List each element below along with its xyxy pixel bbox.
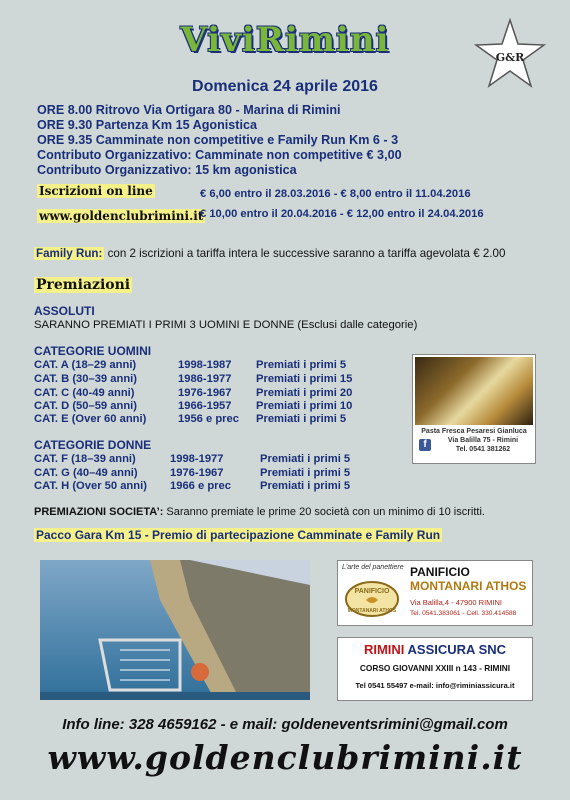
societa-note [34,506,485,518]
category-row [34,400,374,414]
societa-label: PREMIAZIONI SOCIETA’: [34,506,164,518]
societa-text: Saranno premiate le prime 20 società con un minimo di 10 iscritti. [163,506,485,518]
category-row [34,413,374,427]
online-registration-label: Iscrizioni on line [39,184,153,198]
category-row [34,480,374,494]
panificio-tagline: L'arte del panettiere [342,564,404,571]
category-name: CAT. F (18–39 anni) [34,453,136,465]
category-years: 1966 e prec [170,480,231,492]
category-years: 1966-1957 [178,400,232,412]
categorie-uomini-heading: CATEGORIE UOMINI [34,344,152,358]
panificio-address: Via Balilla,4 - 47900 RIMINI [410,598,502,607]
rimini-aerial-photo [40,560,310,700]
program-line: ORE 9.35 Camminate non competitive e Family Run Km 6 - 3 [37,133,399,147]
panificio-name-2: MONTANARI ATHOS [410,579,527,593]
category-row [34,359,374,373]
category-years: 1976-1967 [170,467,224,479]
assicura-contacts: Tel 0541 55497 e-mail: info@riminiassicura.it [355,681,515,690]
pasta-sponsor-address: Via Balilla 75 - Rimini [447,437,519,444]
info-line: Info line: 328 4659162 - e mail: goldeneventsrimini@gmail.com [62,716,508,733]
pacco-gara-text: Pacco Gara Km 15 - Premio di partecipazione Camminate e Family Run [36,528,441,542]
program-line: Contributo Organizzativo: 15 km agonistica [37,163,297,177]
category-row [34,373,374,387]
program-list [37,103,402,178]
category-prize: Premiati i primi 5 [260,453,351,465]
family-run-note [34,247,505,260]
category-prize: Premiati i primi 5 [260,467,351,479]
category-years: 1998-1977 [170,453,224,465]
panificio-logo-bottom: MONTANARI ATHOS [347,608,397,614]
panificio-logo [342,575,402,619]
panificio-name-1: PANIFICIO [410,565,470,579]
assicura-address: CORSO GIOVANNI XXIII n 143 - RIMINI [359,663,511,673]
panificio-phone: Tel. 0541.383061 - Cell. 330.414588 [410,610,517,617]
category-prize: Premiati i primi 10 [256,400,353,412]
assoluti-text: SARANNO PREMIATI I PRIMI 3 UOMINI E DONNE (Esclusi dalle categorie) [34,319,418,331]
program-line: ORE 8.00 Ritrovo Via Ortigara 80 - Marina di Rimini [37,103,341,117]
category-row [34,453,374,467]
fee-line: € 6,00 entro il 28.03.2016 - € 8,00 entro il 11.04.2016 [200,188,471,200]
category-name: CAT. E (Over 60 anni) [34,413,147,425]
pasta-sponsor-phone: Tel. 0541 381262 [455,446,511,453]
website-footer[interactable]: www.goldenclubrimini.it [47,738,523,777]
category-prize: Premiati i primi 5 [260,480,351,492]
category-years: 1976-1967 [178,387,232,399]
pasta-photo [415,357,533,425]
family-run-text: con 2 iscrizioni a tariffa intera le successive saranno a tariffa agevolata € 2.00 [104,247,506,260]
facebook-icon[interactable]: f [419,439,431,451]
assicura-name-1: RIMINI [363,642,405,657]
star-logo-text: G&R [495,51,525,64]
assicura-sponsor-ad [337,637,533,701]
assicura-title [338,642,532,657]
program-line: Contributo Organizzativo: Camminate non competitive € 3,00 [37,148,402,162]
premiazioni-heading: Premiazioni [36,277,131,293]
assicura-name-2: ASSICURA SNC [407,642,507,657]
category-name: CAT. H (Over 50 anni) [34,480,147,492]
category-years: 1998-1987 [178,359,232,371]
fee-line: € 10,00 entro il 20.04.2016 - € 12,00 entro il 24.04.2016 [200,208,484,220]
category-row [34,467,374,481]
family-run-label: Family Run: [36,247,103,260]
pasta-sponsor-text [413,427,535,454]
event-date: Domenica 24 aprile 2016 [192,78,378,95]
categorie-donne-heading: CATEGORIE DONNE [34,438,152,452]
category-prize: Premiati i primi 5 [256,359,347,371]
category-years: 1956 e prec [178,413,239,425]
panificio-sponsor-ad [337,560,533,626]
category-name: CAT. C (40-49 anni) [34,387,135,399]
website-label[interactable]: www.goldenclubrimini.it [39,209,204,223]
event-title: ViviRimini [180,20,390,60]
category-row [34,387,374,401]
assoluti-heading: ASSOLUTI [34,304,95,318]
pasta-sponsor-name: Pasta Fresca Pesaresi Gianluca [421,428,527,435]
pasta-sponsor-ad [412,354,536,464]
category-prize: Premiati i primi 5 [256,413,347,425]
category-name: CAT. B (30–39 anni) [34,373,137,385]
category-name: CAT. A (18–29 anni) [34,359,137,371]
panificio-logo-top: PANIFICIO [354,588,390,595]
category-prize: Premiati i primi 15 [256,373,353,385]
program-line: ORE 9.30 Partenza Km 15 Agonistica [37,118,258,132]
category-name: CAT. D (50–59 anni) [34,400,137,412]
category-years: 1986-1977 [178,373,232,385]
category-name: CAT. G (40–49 anni) [34,467,138,479]
category-prize: Premiati i primi 20 [256,387,353,399]
